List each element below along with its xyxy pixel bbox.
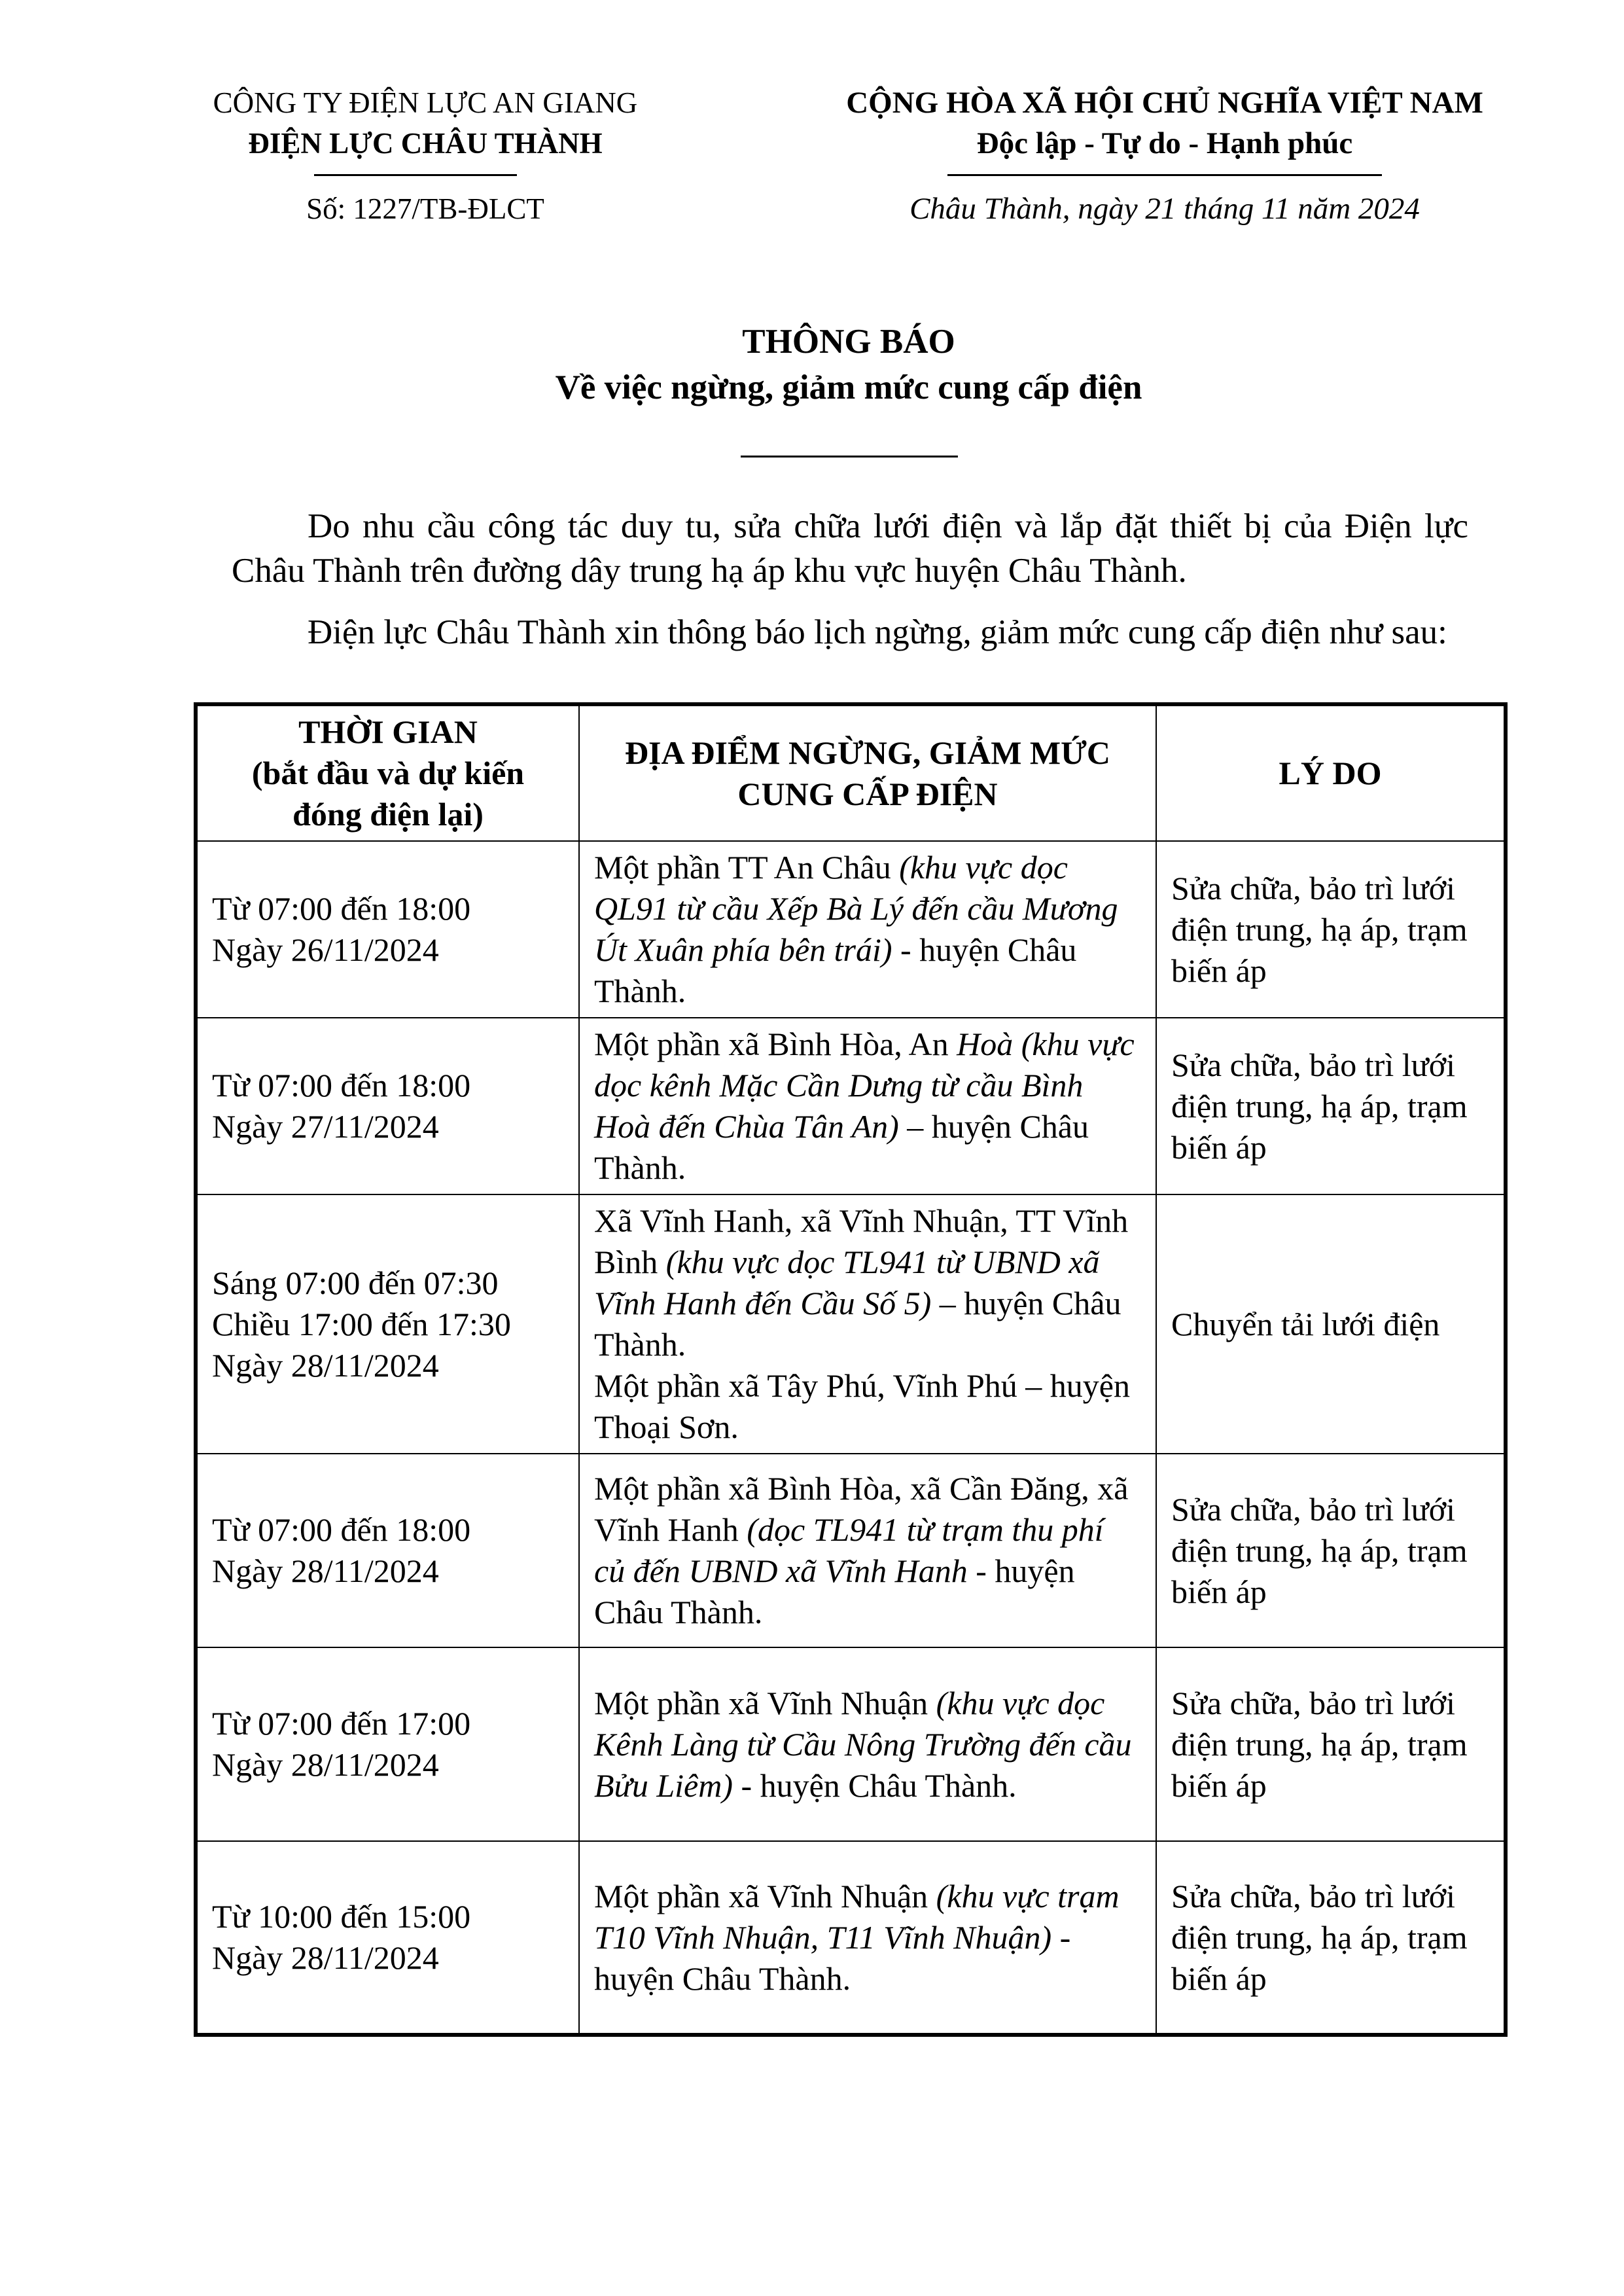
unit-name: ĐIỆN LỰC CHÂU THÀNH — [248, 127, 603, 160]
time-cell: Từ 10:00 đến 15:00 Ngày 28/11/2024 — [196, 1841, 579, 2035]
company-name: CÔNG TY ĐIỆN LỰC AN GIANG — [213, 86, 638, 119]
outage-schedule-table — [194, 702, 1508, 2037]
header-location: ĐỊA ĐIỂM NGỪNG, GIẢM MỨC CUNG CẤP ĐIỆN — [579, 704, 1156, 841]
table-row — [196, 1841, 1506, 2035]
table-row — [196, 1454, 1506, 1647]
reason-cell: Chuyển tải lưới điện — [1156, 1194, 1506, 1454]
notice-subtitle: Về việc ngừng, giảm mức cung cấp điện — [555, 368, 1142, 406]
reason-cell: Sửa chữa, bảo trì lưới điện trung, hạ áp, trạm biến áp — [1156, 841, 1506, 1018]
table-row — [196, 1018, 1506, 1194]
table-row — [196, 1647, 1506, 1841]
motto-underline — [947, 174, 1382, 176]
reason-cell: Sửa chữa, bảo trì lưới điện trung, hạ áp, trạm biến áp — [1156, 1841, 1506, 2035]
location-cell: Xã Vĩnh Hanh, xã Vĩnh Nhuận, TT Vĩnh Bình (khu vực dọc TL941 từ UBND xã Vĩnh Hanh đến Cầu Số 5) – huyện Châu Thành. Một phần xã Tây Phú, Vĩnh Phú – huyện Thoại Sơn. — [579, 1194, 1156, 1454]
header-right — [805, 82, 1525, 164]
table-row — [196, 841, 1506, 1018]
nation-name: CỘNG HÒA XÃ HỘI CHỦ NGHĨA VIỆT NAM — [846, 86, 1483, 120]
title-underline — [741, 456, 958, 457]
location-cell: Một phần TT An Châu (khu vực dọc QL91 từ cầu Xếp Bà Lý đến cầu Mương Út Xuân phía bên trái) - huyện Châu Thành. — [579, 841, 1156, 1018]
reason-cell: Sửa chữa, bảo trì lưới điện trung, hạ áp, trạm biến áp — [1156, 1454, 1506, 1647]
time-cell: Từ 07:00 đến 18:00 Ngày 26/11/2024 — [196, 841, 579, 1018]
reason-cell: Sửa chữa, bảo trì lưới điện trung, hạ áp, trạm biến áp — [1156, 1018, 1506, 1194]
location-cell: Một phần xã Bình Hòa, An Hoà (khu vực dọc kênh Mặc Cần Dưng từ cầu Bình Hoà đến Chùa Tân An) – huyện Châu Thành. — [579, 1018, 1156, 1194]
place-date: Châu Thành, ngày 21 tháng 11 năm 2024 — [909, 192, 1420, 226]
unit-underline — [314, 174, 517, 176]
time-cell: Sáng 07:00 đến 07:30 Chiều 17:00 đến 17:30 Ngày 28/11/2024 — [196, 1194, 579, 1454]
location-cell: Một phần xã Vĩnh Nhuận (khu vực trạm T10 Vĩnh Nhuận, T11 Vĩnh Nhuận) - huyện Châu Thành. — [579, 1841, 1156, 2035]
reason-cell: Sửa chữa, bảo trì lưới điện trung, hạ áp, trạm biến áp — [1156, 1647, 1506, 1841]
intro-paragraph: Do nhu cầu công tác duy tu, sửa chữa lưới điện và lắp đặt thiết bị của Điện lực Châu Thành trên đường dây trung hạ áp khu vực huyện Châu Thành. — [232, 507, 1468, 590]
header-left — [196, 82, 654, 164]
header-reason: LÝ DO — [1156, 704, 1506, 841]
time-cell: Từ 07:00 đến 18:00 Ngày 28/11/2024 — [196, 1454, 579, 1647]
announce-paragraph: Điện lực Châu Thành xin thông báo lịch ngừng, giảm mức cung cấp điện như sau: — [308, 613, 1447, 651]
table-header-row — [196, 704, 1506, 841]
document-number: Số: 1227/TB-ĐLCT — [306, 192, 544, 225]
time-cell: Từ 07:00 đến 17:00 Ngày 28/11/2024 — [196, 1647, 579, 1841]
table-row — [196, 1194, 1506, 1454]
header-time: THỜI GIAN (bắt đầu và dự kiến đóng điện lại) — [196, 704, 579, 841]
motto: Độc lập - Tự do - Hạnh phúc — [976, 126, 1353, 160]
location-cell: Một phần xã Bình Hòa, xã Cần Đăng, xã Vĩnh Hanh (dọc TL941 từ trạm thu phí củ đến UBND xã Vĩnh Hanh - huyện Châu Thành. — [579, 1454, 1156, 1647]
notice-title: THÔNG BÁO — [742, 323, 955, 361]
time-cell: Từ 07:00 đến 18:00 Ngày 27/11/2024 — [196, 1018, 579, 1194]
location-cell: Một phần xã Vĩnh Nhuận (khu vực dọc Kênh Làng từ Cầu Nông Trường đến cầu Bửu Liêm) - huyện Châu Thành. — [579, 1647, 1156, 1841]
